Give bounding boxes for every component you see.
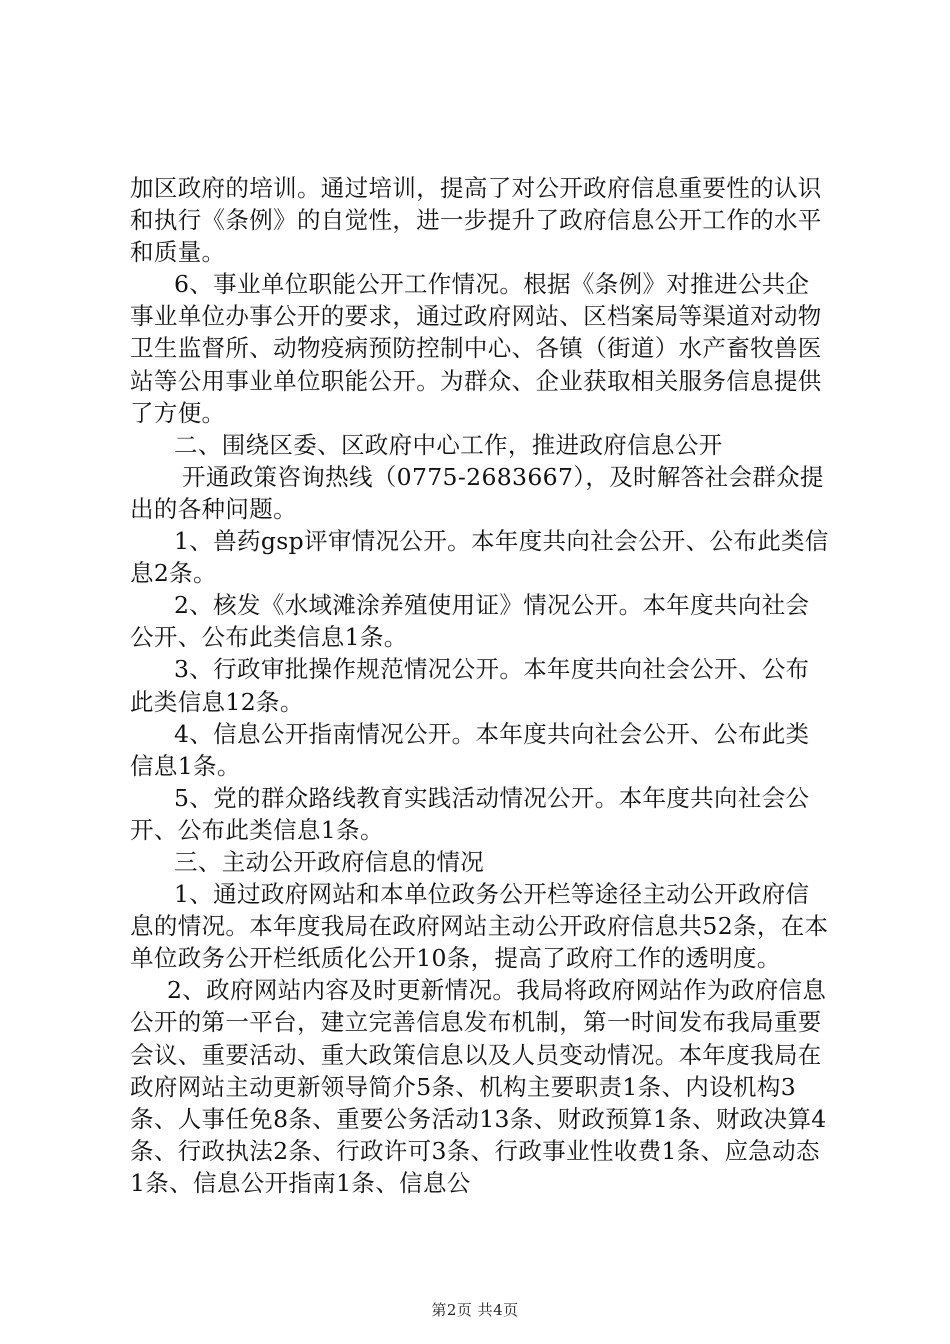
paragraph-proactive-disclosure: 1、通过政府网站和本单位政务公开栏等途径主动公开政府信息的情况。本年度我局在政府网站主动公开政府信息共52条，在本单位政务公开栏纸质化公开10条，提高了政府工作的透明度。 (130, 880, 829, 973)
list-item-disclosure-guide: 4、信息公开指南情况公开。本年度共向社会公开、公布此类信息1条。 (130, 719, 810, 780)
paragraph-hotline: 开通政策咨询热线（0775-2683667），及时解答社会群众提出的各种问题。 (130, 462, 824, 523)
section-heading-two: 二、围绕区委、区政府中心工作，推进政府信息公开 (174, 430, 723, 459)
list-item-gsp: 1、兽药gsp评审情况公开。本年度共向社会公开、公布此类信息2条。 (130, 527, 829, 588)
list-item-approval-rules: 3、行政审批操作规范情况公开。本年度共向社会公开、公布此类信息12条。 (130, 655, 810, 716)
page-footer: 第2页 共4页 (431, 1301, 519, 1319)
document-body (130, 172, 830, 1199)
paragraph-training-continued: 加区政府的培训。通过培训，提高了对公开政府信息重要性的认识和执行《条例》的自觉性，进一步提升了政府信息公开工作的水平和质量。 (130, 174, 822, 267)
paragraph-website-updates: 2、政府网站内容及时更新情况。我局将政府网站作为政府信息公开的第一平台，建立完善信息发布机制，第一时间发布我局重要会议、重要活动、重大政策信息以及人员变动情况。本年度我局在政府网站主动更新领导简介5条、机构主要职责1条、内设机构3条、人事任免8条、重要公务活动13条、财政预算1条、财政决算4条、行政执法2条、行政许可3条、行政事业性收费1条、应急动态1条、信息公开指南1条、信息公 (130, 976, 827, 1197)
section-heading-three: 三、主动公开政府信息的情况 (174, 847, 485, 876)
list-item-mass-line: 5、党的群众路线教育实践活动情况公开。本年度共向社会公开、公布此类信息1条。 (130, 783, 810, 844)
list-item-aquaculture-license: 2、核发《水域滩涂养殖使用证》情况公开。本年度共向社会公开、公布此类信息1条。 (130, 591, 810, 652)
paragraph-institution-disclosure: 6、事业单位职能公开工作情况。根据《条例》对推进公共企事业单位办事公开的要求，通过政府网站、区档案局等渠道对动物卫生监督所、动物疫病预防控制中心、各镇（街道）水产畜牧兽医站等公用事业单位职能公开。为群众、企业获取相关服务信息提供了方便。 (130, 270, 822, 427)
